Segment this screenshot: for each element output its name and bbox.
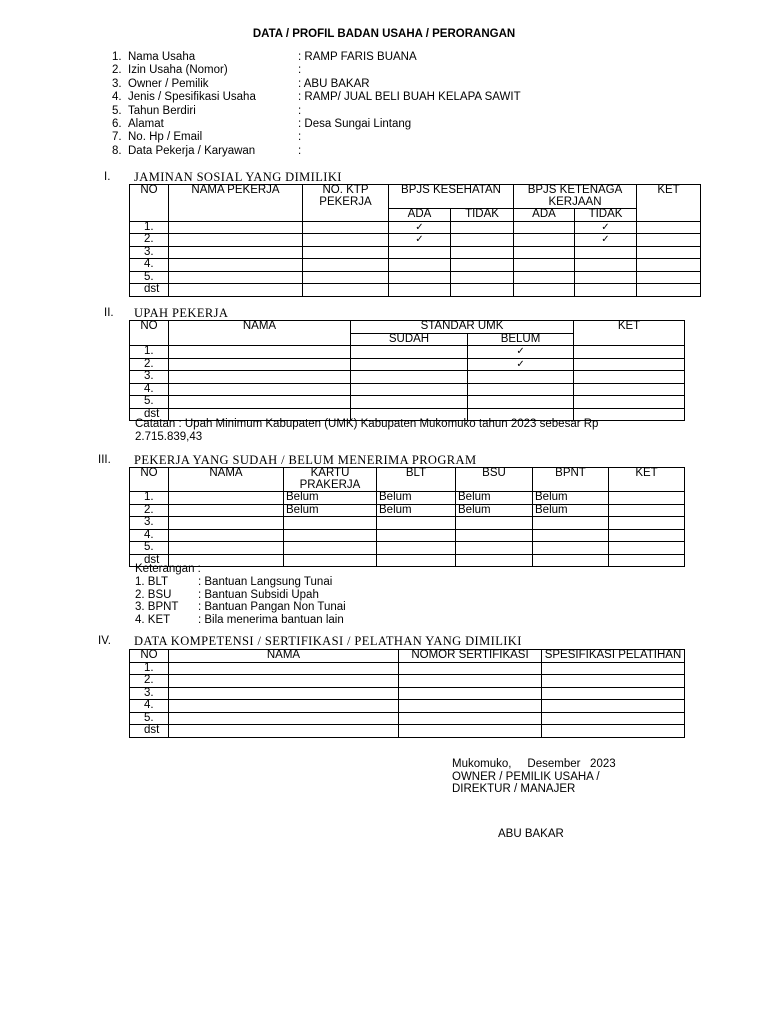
col-header-standar-umk: STANDAR UMK — [351, 321, 574, 334]
keterangan-row — [135, 589, 435, 602]
cell — [514, 221, 575, 234]
col-header-no: NO — [130, 468, 169, 492]
row-number: 5. — [130, 271, 169, 284]
section-1-heading — [104, 171, 342, 184]
profile-num: 1. — [112, 51, 122, 63]
table-row — [130, 271, 701, 284]
section-number: I. — [104, 171, 111, 183]
place-date: Mukomuko, Desember 2023 — [452, 758, 616, 770]
keterangan-row — [135, 601, 435, 614]
cell — [637, 221, 701, 234]
table-row — [130, 662, 685, 675]
row-number: 2. — [130, 358, 169, 371]
keterangan-title: Keterangan : — [135, 563, 201, 575]
cell — [169, 234, 303, 247]
check-mark: ✓ — [468, 358, 574, 371]
col-header-ket: KET — [637, 185, 701, 222]
cell — [169, 221, 303, 234]
row-number: 3. — [130, 371, 169, 384]
check-mark: ✓ — [389, 221, 451, 234]
profile-value: : — [298, 131, 302, 144]
profile-row — [112, 78, 572, 91]
row-number: 1. — [130, 221, 169, 234]
col-header-blt: BLT — [377, 468, 456, 492]
row-number: 5. — [130, 712, 169, 725]
profile-label: Jenis / Spesifikasi Usaha — [128, 91, 256, 104]
col-header-nama: NAMA PEKERJA — [169, 185, 303, 222]
keterangan-value: : Bila menerima bantuan lain — [198, 613, 344, 626]
col-header-nama: NAMA — [169, 321, 351, 346]
table-row — [130, 259, 701, 272]
row-number: 4. — [130, 529, 169, 542]
cell-kartu: Belum — [284, 504, 377, 517]
profile-row — [112, 91, 572, 104]
signer-role: DIREKTUR / MANAJER — [452, 783, 576, 795]
table-row — [130, 284, 701, 297]
cell-bpnt: Belum — [533, 492, 609, 505]
col-header-no: NO — [130, 650, 169, 663]
profile-label: Nama Usaha — [128, 51, 196, 63]
table-row — [130, 234, 701, 247]
signature-block — [452, 758, 712, 796]
row-number: 5. — [130, 542, 169, 555]
table-row — [130, 542, 685, 555]
col-header-spesifikasi-pelatihan: SPESIFIKASI PELATIHAN — [542, 650, 685, 663]
col-header-bpjs-ketenagakerjaan: BPJS KETENAGA KERJAAN — [514, 185, 637, 209]
table-row — [130, 396, 685, 409]
profile-value: : — [298, 144, 302, 157]
cell-bpnt: Belum — [533, 504, 609, 517]
col-header-bpjs-kesehatan: BPJS KESEHATAN — [389, 185, 514, 209]
profile-num: 7. — [112, 131, 122, 144]
cell-bsu: Belum — [456, 504, 533, 517]
row-number: 2. — [130, 504, 169, 517]
check-mark: ✓ — [575, 234, 637, 247]
table-row — [130, 346, 685, 359]
cell — [451, 221, 514, 234]
signer-name: ABU BAKAR — [498, 828, 564, 840]
table-row — [130, 675, 685, 688]
row-number: dst — [130, 725, 169, 738]
row-number: 1. — [130, 492, 169, 505]
cell — [303, 234, 389, 247]
social-security-table — [129, 184, 701, 297]
col-header-ada: ADA — [514, 209, 575, 222]
profile-num: 2. — [112, 64, 122, 77]
col-header-nomor-sertifikasi: NOMOR SERTIFIKASI — [399, 650, 542, 663]
col-header-sudah: SUDAH — [351, 333, 468, 346]
profile-value: : ABU BAKAR — [298, 77, 370, 90]
profile-value: : — [298, 64, 302, 77]
table-header-row — [130, 650, 685, 663]
program-table — [129, 467, 685, 567]
profile-label: No. Hp / Email — [128, 131, 203, 144]
col-header-bsu: BSU — [456, 468, 533, 492]
profile-num: 5. — [112, 104, 122, 117]
col-header-ada: ADA — [389, 209, 451, 222]
section-3-heading — [98, 454, 476, 467]
profile-value: : Desa Sungai Lintang — [298, 117, 412, 130]
section-title: UPAH PEKERJA — [134, 306, 229, 320]
profile-row — [112, 118, 572, 131]
row-number: 5. — [130, 396, 169, 409]
profile-row — [112, 105, 572, 118]
col-header-belum: BELUM — [468, 333, 574, 346]
check-mark: ✓ — [389, 234, 451, 247]
col-header-nama: NAMA — [169, 650, 399, 663]
cell — [451, 234, 514, 247]
row-number: 3. — [130, 687, 169, 700]
check-mark: ✓ — [468, 346, 574, 359]
profile-row — [112, 64, 572, 77]
col-header-no: NO — [130, 321, 169, 346]
profile-list — [112, 51, 572, 158]
row-number: 2. — [130, 675, 169, 688]
keterangan-row — [135, 576, 435, 589]
cell-blt: Belum — [377, 492, 456, 505]
profile-value: : RAMP/ JUAL BELI BUAH KELAPA SAWIT — [298, 91, 521, 104]
keterangan-block — [135, 563, 435, 626]
wage-note — [135, 418, 695, 444]
row-number: 4. — [130, 259, 169, 272]
col-header-bpnt: BPNT — [533, 468, 609, 492]
profile-num: 3. — [112, 77, 122, 90]
note-line: Catatan : Upah Minimum Kabupaten (UMK) Kabupaten Mukomuko tahun 2023 sebesar Rp — [135, 418, 599, 430]
keterangan-key: 3. BPNT — [135, 601, 179, 613]
col-header-tidak: TIDAK — [451, 209, 514, 222]
keterangan-key: 4. KET — [135, 613, 171, 626]
profile-num: 6. — [112, 117, 122, 130]
cell — [303, 221, 389, 234]
row-number: 1. — [130, 662, 169, 675]
keterangan-row — [135, 614, 435, 627]
row-number: 3. — [130, 517, 169, 530]
row-number: 1. — [130, 346, 169, 359]
row-number: dst — [130, 554, 169, 567]
cell — [514, 234, 575, 247]
col-header-ktp: NO. KTP PEKERJA — [303, 185, 389, 222]
competency-table — [129, 649, 685, 738]
col-header-kartu-prakerja: KARTU PRAKERJA — [284, 468, 377, 492]
profile-value: : RAMP FARIS BUANA — [298, 51, 417, 63]
table-row — [130, 492, 685, 505]
section-title: JAMINAN SOSIAL YANG DIMILIKI — [134, 170, 342, 184]
keterangan-value: : Bantuan Langsung Tunai — [198, 576, 333, 588]
keterangan-key: 1. BLT — [135, 576, 169, 588]
signer-role: OWNER / PEMILIK USAHA / — [452, 770, 600, 783]
section-number: II. — [104, 307, 114, 319]
table-row — [130, 371, 685, 384]
table-row — [130, 712, 685, 725]
table-row — [130, 517, 685, 530]
profile-row — [112, 131, 572, 144]
profile-label: Data Pekerja / Karyawan — [128, 144, 256, 157]
check-mark: ✓ — [575, 221, 637, 234]
row-number: dst — [130, 408, 169, 421]
col-header-no: NO — [130, 185, 169, 222]
row-number: 2. — [130, 234, 169, 247]
profile-label: Alamat — [128, 117, 164, 130]
cell-kartu: Belum — [284, 492, 377, 505]
col-header-ket: KET — [574, 321, 685, 346]
profile-label: Tahun Berdiri — [128, 104, 196, 117]
table-row — [130, 504, 685, 517]
table-row — [130, 529, 685, 542]
section-2-heading — [104, 307, 228, 320]
table-row — [130, 383, 685, 396]
row-number: 4. — [130, 700, 169, 713]
cell-blt: Belum — [377, 504, 456, 517]
table-row — [130, 687, 685, 700]
section-number: IV. — [98, 635, 112, 647]
row-number: 3. — [130, 246, 169, 259]
wage-table — [129, 320, 685, 421]
table-row — [130, 221, 701, 234]
cell — [637, 234, 701, 247]
document-title: DATA / PROFIL BADAN USAHA / PERORANGAN — [252, 28, 516, 40]
col-header-ket: KET — [609, 468, 685, 492]
section-number: III. — [98, 454, 111, 466]
profile-row — [112, 51, 572, 64]
cell-bsu: Belum — [456, 492, 533, 505]
col-header-tidak: TIDAK — [575, 209, 637, 222]
table-header-row — [130, 468, 685, 492]
section-4-heading — [98, 635, 522, 648]
table-header-row — [130, 321, 685, 334]
row-number: dst — [130, 284, 169, 297]
profile-label: Owner / Pemilik — [128, 77, 209, 90]
table-row — [130, 725, 685, 738]
row-number: 4. — [130, 383, 169, 396]
profile-num: 8. — [112, 144, 122, 157]
table-header-row — [130, 185, 701, 209]
section-title: DATA KOMPETENSI / SERTIFIKASI / PELATHAN YANG DIMILIKI — [134, 634, 522, 648]
keterangan-value: : Bantuan Pangan Non Tunai — [198, 601, 346, 613]
table-row — [130, 246, 701, 259]
profile-num: 4. — [112, 91, 122, 104]
keterangan-key: 2. BSU — [135, 588, 172, 601]
keterangan-value: : Bantuan Subsidi Upah — [198, 588, 319, 601]
table-row — [130, 700, 685, 713]
table-row — [130, 358, 685, 371]
profile-value: : — [298, 104, 302, 117]
profile-label: Izin Usaha (Nomor) — [128, 64, 228, 77]
profile-row — [112, 145, 572, 158]
note-line: 2.715.839,43 — [135, 431, 203, 443]
col-header-nama: NAMA — [169, 468, 284, 492]
section-title: PEKERJA YANG SUDAH / BELUM MENERIMA PROGRAM — [134, 453, 477, 467]
